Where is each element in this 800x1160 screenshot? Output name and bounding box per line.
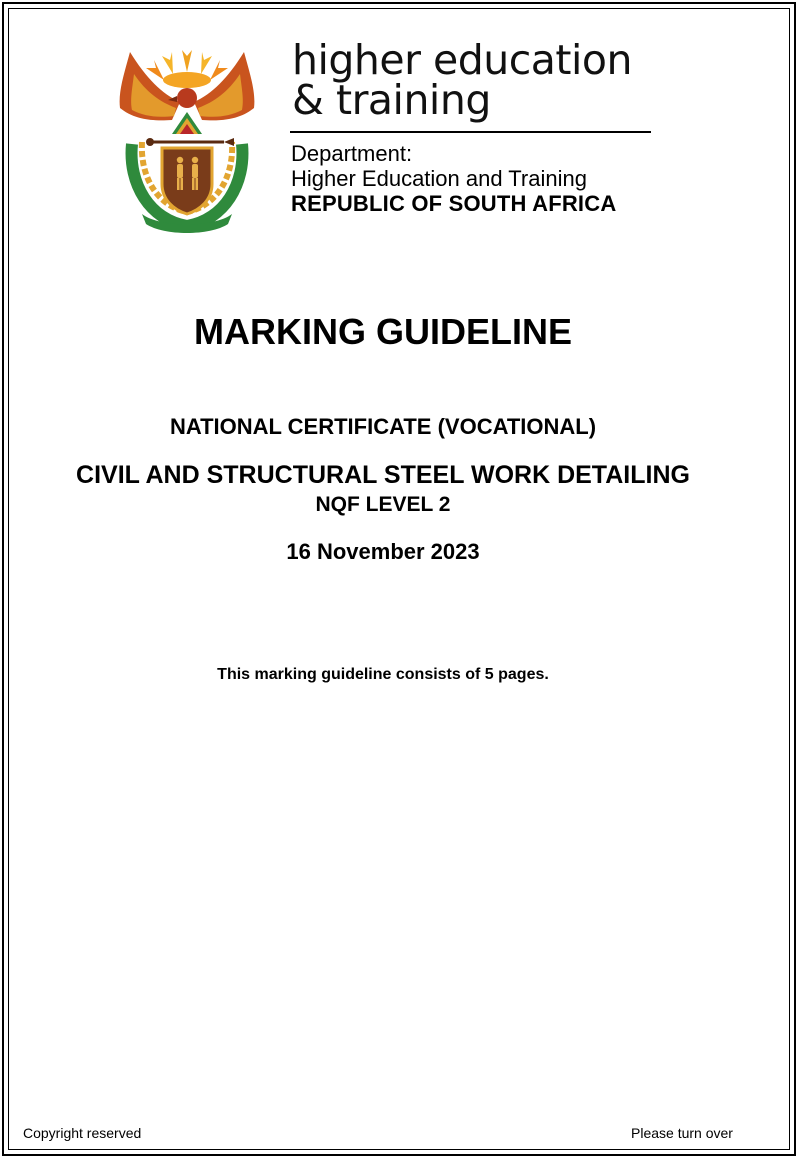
department-name: Higher Education and Training xyxy=(291,166,587,191)
protea-icon xyxy=(172,112,202,134)
document-title: MARKING GUIDELINE xyxy=(194,311,572,352)
logo-line-2: & training xyxy=(292,76,491,124)
footer-copyright: Copyright reserved xyxy=(23,1125,142,1141)
sun-rays-icon xyxy=(146,50,228,88)
logo-line-1: higher education xyxy=(292,36,632,84)
header-divider xyxy=(290,131,651,133)
department-label: Department: xyxy=(291,141,413,166)
country-name: REPUBLIC OF SOUTH AFRICA xyxy=(291,191,617,216)
footer-turn-over: Please turn over xyxy=(631,1125,733,1141)
subject-name: CIVIL AND STRUCTURAL STEEL WORK DETAILING xyxy=(76,461,690,489)
department-lines xyxy=(291,141,616,216)
coat-of-arms-icon xyxy=(110,44,264,234)
shield-icon xyxy=(162,148,212,214)
nqf-level: NQF LEVEL 2 xyxy=(315,493,451,516)
qualification-name: NATIONAL CERTIFICATE (VOCATIONAL) xyxy=(169,414,597,439)
department-header xyxy=(290,36,660,216)
page-count-note: This marking guideline consists of 5 pages. xyxy=(217,666,549,683)
exam-date: 16 November 2023 xyxy=(286,539,480,564)
